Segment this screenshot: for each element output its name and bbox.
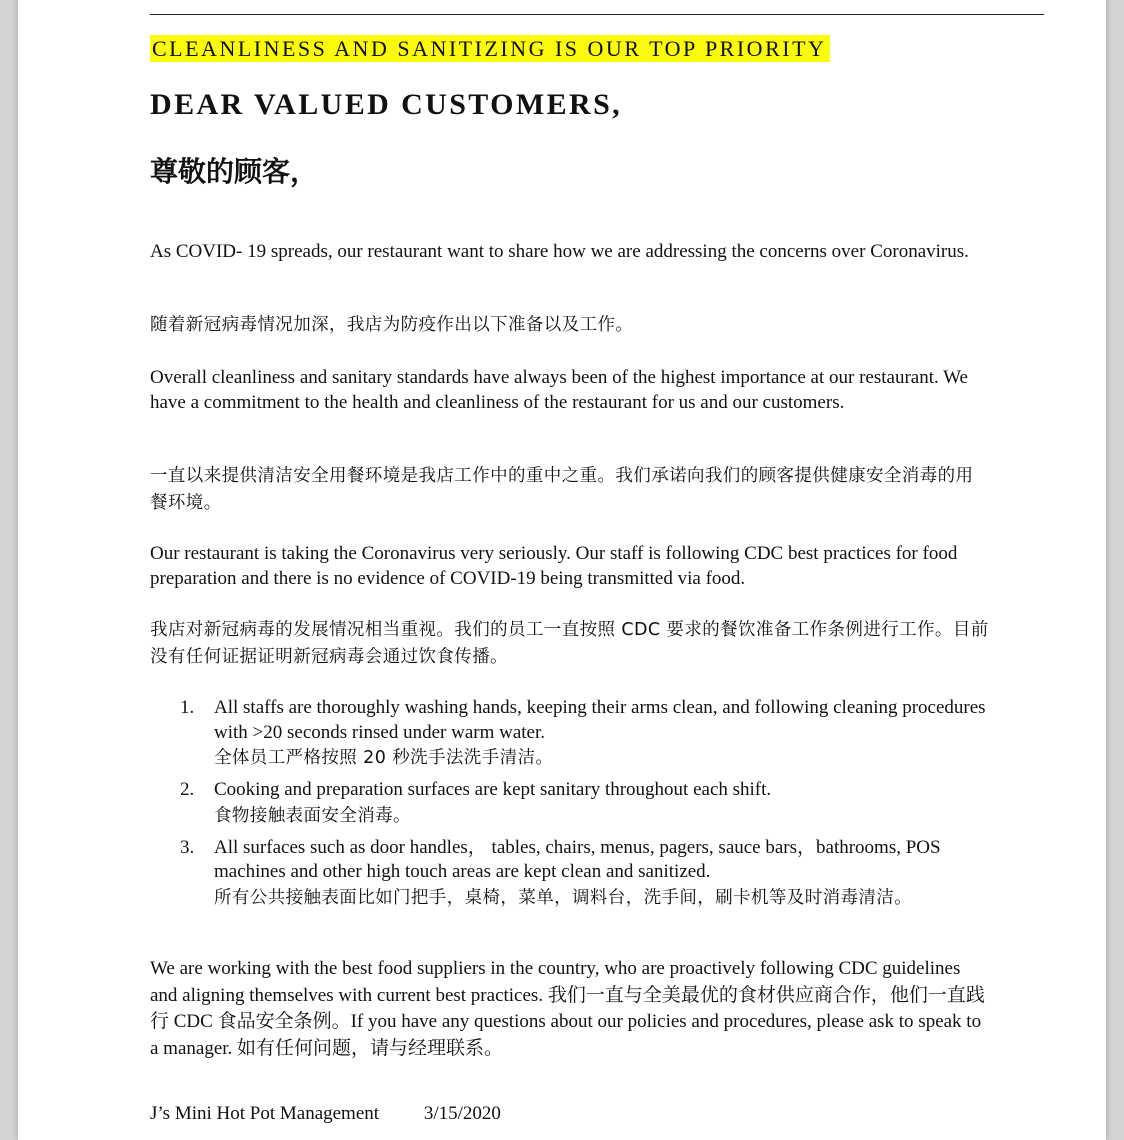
list-item-chinese: 全体员工严格按照 20 秒洗手法洗手清洁。 xyxy=(214,748,554,768)
list-item-english: All surfaces such as door handles， tables, chairs, menus, pagers, sauce bars，bathrooms, POS machines and other high touch areas are kept clean and sanitized. xyxy=(214,836,941,882)
list-item xyxy=(150,836,990,912)
list-item-chinese: 所有公共接触表面比如门把手，桌椅，菜单，调料台，洗手间，刷卡机等及时消毒清洁。 xyxy=(214,887,913,908)
measures-list xyxy=(150,696,990,918)
cdc-paragraph-chinese: 我店对新冠病毒的发展情况相当重视。我们的员工一直按照 CDC 要求的餐饮准备工作条例进行工作。目前没有任何证据证明新冠病毒会通过饮食传播。 xyxy=(150,620,989,667)
list-item-english: All staffs are thoroughly washing hands, keeping their arms clean, and following cleaning procedures with >20 seconds rinsed under warm water. xyxy=(214,697,986,743)
list-item-number: 2. xyxy=(180,779,195,800)
notice-date: 3/15/2020 xyxy=(423,1103,501,1124)
list-item xyxy=(150,778,990,830)
intro-paragraph-english: As COVID- 19 spreads, our restaurant want to share how we are addressing the concerns over Coronavirus. xyxy=(150,241,969,262)
cleanliness-paragraph-english: Overall cleanliness and sanitary standards have always been of the highest importance at our restaurant. We have a commitment to the health and cleanliness of the restaurant for us and our customers. xyxy=(150,367,968,413)
list-item-number: 3. xyxy=(180,836,195,858)
top-rule-line: ——————————————————————————————————————————————— xyxy=(150,2,1043,24)
footer-signature-line xyxy=(150,1103,501,1125)
list-item-english: Cooking and preparation surfaces are kept sanitary throughout each shift. xyxy=(214,779,772,800)
list-item-number: 1. xyxy=(180,697,195,718)
closing-paragraph: We are working with the best food suppliers in the country, who are proactively following CDC guidelines and aligning themselves with current best practices. 我们一直与全美最优的食材供应商合作，他们一直践行 CDC 食品安全条例。If you have any questions about our policies and procedures, please ask to speak to a manager. 如有任何问题，请与经理联系。 xyxy=(150,958,985,1059)
greeting-chinese: 尊敬的顾客， xyxy=(150,155,319,188)
intro-paragraph-chinese: 随着新冠病毒情况加深，我店为防疫作出以下准备以及工作。 xyxy=(150,315,634,335)
management-signature: J’s Mini Hot Pot Management xyxy=(150,1103,380,1124)
cdc-paragraph-english: Our restaurant is taking the Coronavirus very seriously. Our staff is following CDC best practices for food preparation and there is no evidence of COVID-19 being transmitted via food. xyxy=(150,543,958,589)
priority-banner: CLEANLINESS AND SANITIZING IS OUR TOP PRIORITY xyxy=(150,35,830,62)
cleanliness-paragraph-chinese: 一直以来提供清洁安全用餐环境是我店工作中的重中之重。我们承诺向我们的顾客提供健康安全消毒的用餐环境。 xyxy=(150,466,974,513)
list-item-chinese: 食物接触表面安全消毒。 xyxy=(214,805,411,826)
list-item xyxy=(150,696,990,772)
greeting-english: DEAR VALUED CUSTOMERS, xyxy=(150,88,623,121)
